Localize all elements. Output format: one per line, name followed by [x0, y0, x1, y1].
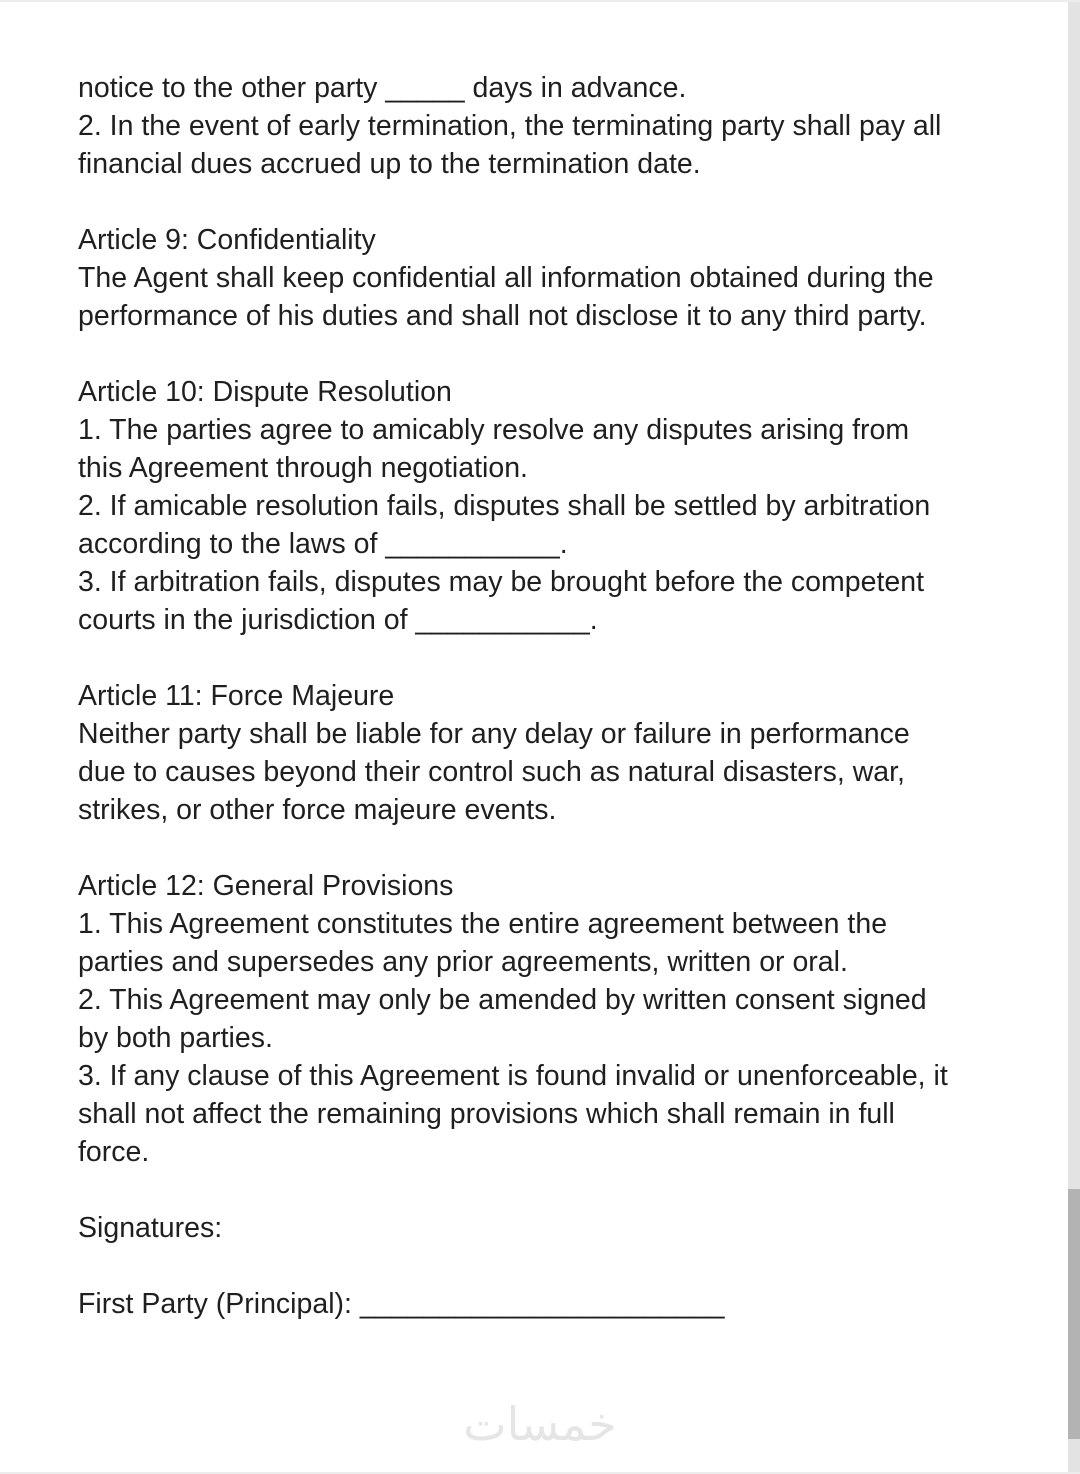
text-line: Article 10: Dispute Resolution: [78, 376, 452, 408]
text-line: 3. If any clause of this Agreement is found invalid or unenforceable, it: [78, 1060, 948, 1092]
text-line: Signatures:: [78, 1212, 223, 1244]
text-line: by both parties.: [78, 1022, 273, 1054]
text-line: [78, 1247, 998, 1285]
text-line: notice to the other party _____ days in advance.: [78, 72, 687, 104]
scrollbar-thumb[interactable]: [1068, 1189, 1080, 1439]
text-line: Article 9: Confidentiality: [78, 224, 376, 256]
text-line: Article 11: Force Majeure: [78, 680, 395, 712]
text-line: according to the laws of ___________.: [78, 528, 568, 560]
text-line: [78, 335, 998, 373]
text-line: Neither party shall be liable for any delay or failure in performance: [78, 718, 910, 750]
text-line: this Agreement through negotiation.: [78, 452, 528, 484]
text-line: 1. This Agreement constitutes the entire agreement between the: [78, 908, 888, 940]
scrollbar[interactable]: [1068, 2, 1080, 1474]
text-line: strikes, or other force majeure events.: [78, 794, 557, 826]
text-line: performance of his duties and shall not disclose it to any third party.: [78, 300, 927, 332]
text-line: financial dues accrued up to the termination date.: [78, 148, 701, 180]
text-line: 2. If amicable resolution fails, disputes shall be settled by arbitration: [78, 490, 931, 522]
text-line: parties and supersedes any prior agreements, written or oral.: [78, 946, 848, 978]
top-hairline: [0, 0, 1080, 2]
text-line: [78, 829, 998, 867]
text-line: shall not affect the remaining provisions which shall remain in full: [78, 1098, 895, 1130]
text-line: First Party (Principal): _______________________: [78, 1288, 725, 1320]
document-page: [78, 69, 998, 1323]
text-line: Article 12: General Provisions: [78, 870, 454, 902]
text-line: 2. In the event of early termination, the terminating party shall pay all: [78, 110, 942, 142]
text-line: 1. The parties agree to amicably resolve any disputes arising from: [78, 414, 910, 446]
document-lines: [78, 69, 998, 1323]
text-line: due to causes beyond their control such as natural disasters, war,: [78, 756, 905, 788]
text-line: [78, 1171, 998, 1209]
text-line: [78, 639, 998, 677]
text-line: courts in the jurisdiction of ___________.: [78, 604, 598, 636]
text-line: The Agent shall keep confidential all information obtained during the: [78, 262, 934, 294]
text-line: [78, 183, 998, 221]
text-line: force.: [78, 1136, 150, 1168]
text-line: 2. This Agreement may only be amended by written consent signed: [78, 984, 927, 1016]
khamsat-watermark: خمسات: [463, 1397, 617, 1451]
text-line: 3. If arbitration fails, disputes may be brought before the competent: [78, 566, 924, 598]
